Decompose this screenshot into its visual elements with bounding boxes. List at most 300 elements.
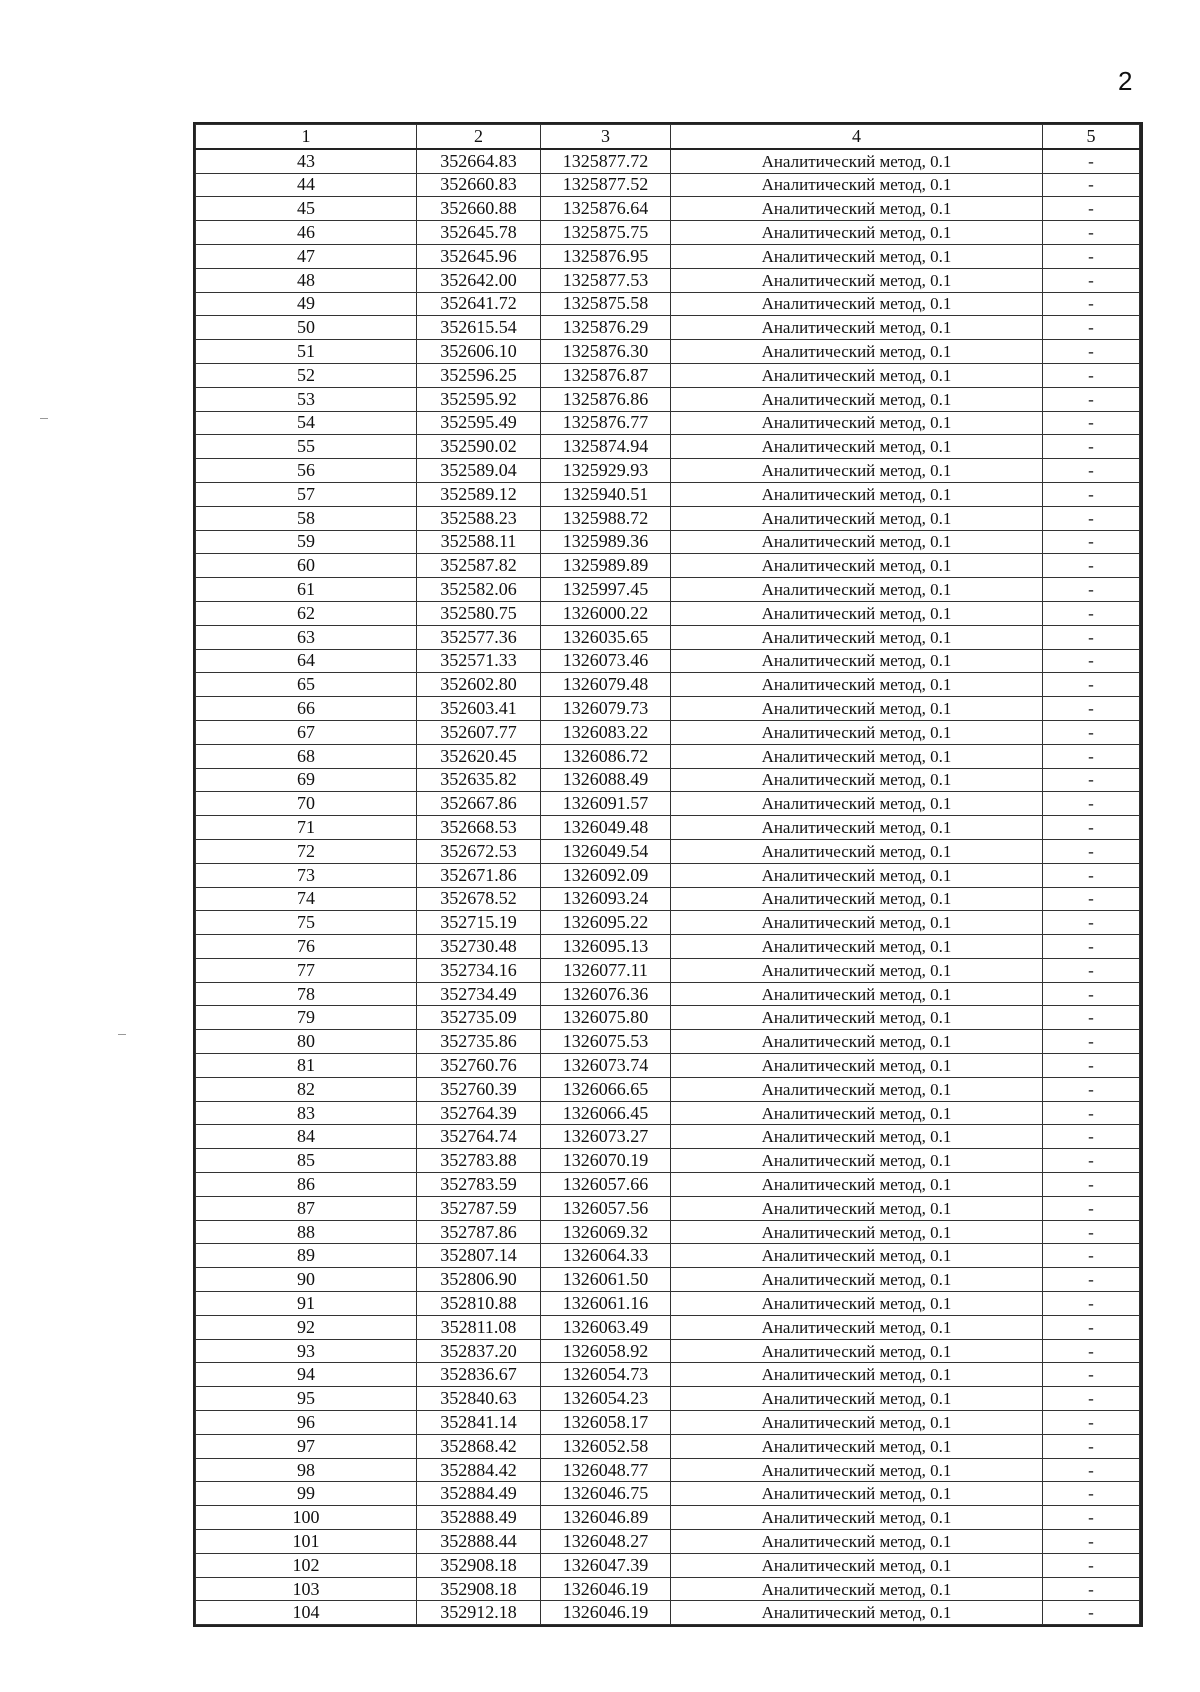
scan-mark	[40, 418, 48, 419]
cell-coord-y: 1326091.57	[541, 792, 671, 816]
table-row	[196, 1125, 1140, 1149]
cell-coord-y: 1325929.93	[541, 459, 671, 483]
cell-note: -	[1043, 1220, 1140, 1244]
cell-coord-x: 352660.83	[417, 173, 541, 197]
cell-method-accuracy: Аналитический метод, 0.1	[671, 173, 1043, 197]
table-row	[196, 816, 1140, 840]
table-row	[196, 1601, 1140, 1625]
table-row	[196, 1506, 1140, 1530]
cell-method-accuracy: Аналитический метод, 0.1	[671, 1006, 1043, 1030]
cell-coord-x: 352811.08	[417, 1315, 541, 1339]
header-col-4: 4	[671, 125, 1043, 149]
table-row	[196, 1173, 1140, 1197]
cell-point-number: 73	[196, 863, 417, 887]
table-row	[196, 244, 1140, 268]
cell-note: -	[1043, 1292, 1140, 1316]
cell-method-accuracy: Аналитический метод, 0.1	[671, 387, 1043, 411]
cell-point-number: 74	[196, 887, 417, 911]
cell-note: -	[1043, 792, 1140, 816]
cell-note: -	[1043, 530, 1140, 554]
cell-coord-x: 352912.18	[417, 1601, 541, 1625]
cell-coord-y: 1326048.77	[541, 1458, 671, 1482]
cell-coord-x: 352582.06	[417, 578, 541, 602]
cell-coord-x: 352595.92	[417, 387, 541, 411]
cell-point-number: 48	[196, 268, 417, 292]
cell-note: -	[1043, 1077, 1140, 1101]
cell-coord-x: 352590.02	[417, 435, 541, 459]
table-row	[196, 792, 1140, 816]
cell-method-accuracy: Аналитический метод, 0.1	[671, 506, 1043, 530]
cell-point-number: 68	[196, 744, 417, 768]
cell-method-accuracy: Аналитический метод, 0.1	[671, 1530, 1043, 1554]
cell-method-accuracy: Аналитический метод, 0.1	[671, 1315, 1043, 1339]
cell-method-accuracy: Аналитический метод, 0.1	[671, 221, 1043, 245]
cell-note: -	[1043, 1577, 1140, 1601]
cell-coord-x: 352641.72	[417, 292, 541, 316]
cell-note: -	[1043, 435, 1140, 459]
cell-coord-x: 352602.80	[417, 673, 541, 697]
cell-coord-x: 352787.59	[417, 1196, 541, 1220]
cell-coord-x: 352645.96	[417, 244, 541, 268]
header-row	[196, 125, 1140, 149]
cell-method-accuracy: Аналитический метод, 0.1	[671, 292, 1043, 316]
cell-note: -	[1043, 340, 1140, 364]
cell-method-accuracy: Аналитический метод, 0.1	[671, 1077, 1043, 1101]
cell-coord-y: 1326058.92	[541, 1339, 671, 1363]
cell-coord-x: 352660.88	[417, 197, 541, 221]
cell-coord-x: 352888.44	[417, 1530, 541, 1554]
cell-method-accuracy: Аналитический метод, 0.1	[671, 197, 1043, 221]
table-row	[196, 268, 1140, 292]
cell-coord-y: 1326075.80	[541, 1006, 671, 1030]
cell-coord-y: 1325989.89	[541, 554, 671, 578]
cell-coord-y: 1325876.77	[541, 411, 671, 435]
cell-method-accuracy: Аналитический метод, 0.1	[671, 411, 1043, 435]
cell-point-number: 80	[196, 1030, 417, 1054]
cell-note: -	[1043, 387, 1140, 411]
cell-point-number: 77	[196, 958, 417, 982]
cell-coord-y: 1326069.32	[541, 1220, 671, 1244]
cell-method-accuracy: Аналитический метод, 0.1	[671, 1054, 1043, 1078]
table-row	[196, 197, 1140, 221]
cell-method-accuracy: Аналитический метод, 0.1	[671, 1173, 1043, 1197]
cell-coord-x: 352787.86	[417, 1220, 541, 1244]
cell-point-number: 103	[196, 1577, 417, 1601]
cell-coord-y: 1326092.09	[541, 863, 671, 887]
cell-point-number: 88	[196, 1220, 417, 1244]
cell-note: -	[1043, 1196, 1140, 1220]
table-row	[196, 958, 1140, 982]
cell-note: -	[1043, 1125, 1140, 1149]
cell-note: -	[1043, 1458, 1140, 1482]
cell-point-number: 67	[196, 720, 417, 744]
cell-note: -	[1043, 697, 1140, 721]
cell-coord-x: 352642.00	[417, 268, 541, 292]
cell-method-accuracy: Аналитический метод, 0.1	[671, 863, 1043, 887]
cell-coord-x: 352607.77	[417, 720, 541, 744]
cell-method-accuracy: Аналитический метод, 0.1	[671, 1458, 1043, 1482]
cell-coord-x: 352588.23	[417, 506, 541, 530]
table-row	[196, 1030, 1140, 1054]
cell-method-accuracy: Аналитический метод, 0.1	[671, 649, 1043, 673]
cell-note: -	[1043, 911, 1140, 935]
cell-coord-y: 1325876.29	[541, 316, 671, 340]
cell-method-accuracy: Аналитический метод, 0.1	[671, 1101, 1043, 1125]
table-row	[196, 720, 1140, 744]
cell-method-accuracy: Аналитический метод, 0.1	[671, 792, 1043, 816]
cell-coord-x: 352868.42	[417, 1434, 541, 1458]
cell-method-accuracy: Аналитический метод, 0.1	[671, 1363, 1043, 1387]
table-row	[196, 530, 1140, 554]
cell-method-accuracy: Аналитический метод, 0.1	[671, 554, 1043, 578]
cell-point-number: 44	[196, 173, 417, 197]
cell-coord-x: 352730.48	[417, 935, 541, 959]
cell-coord-x: 352596.25	[417, 363, 541, 387]
cell-coord-y: 1326046.19	[541, 1601, 671, 1625]
cell-point-number: 86	[196, 1173, 417, 1197]
cell-point-number: 99	[196, 1482, 417, 1506]
cell-coord-x: 352671.86	[417, 863, 541, 887]
cell-coord-x: 352620.45	[417, 744, 541, 768]
cell-coord-y: 1326075.53	[541, 1030, 671, 1054]
cell-method-accuracy: Аналитический метод, 0.1	[671, 1434, 1043, 1458]
cell-method-accuracy: Аналитический метод, 0.1	[671, 887, 1043, 911]
cell-method-accuracy: Аналитический метод, 0.1	[671, 1482, 1043, 1506]
cell-coord-y: 1326086.72	[541, 744, 671, 768]
cell-method-accuracy: Аналитический метод, 0.1	[671, 1125, 1043, 1149]
cell-method-accuracy: Аналитический метод, 0.1	[671, 244, 1043, 268]
cell-coord-x: 352667.86	[417, 792, 541, 816]
cell-method-accuracy: Аналитический метод, 0.1	[671, 149, 1043, 173]
cell-coord-y: 1326079.73	[541, 697, 671, 721]
cell-coord-x: 352884.42	[417, 1458, 541, 1482]
cell-note: -	[1043, 1315, 1140, 1339]
cell-point-number: 94	[196, 1363, 417, 1387]
table-row	[196, 1434, 1140, 1458]
cell-coord-x: 352908.18	[417, 1577, 541, 1601]
cell-point-number: 46	[196, 221, 417, 245]
cell-coord-y: 1326073.27	[541, 1125, 671, 1149]
cell-coord-x: 352577.36	[417, 625, 541, 649]
cell-method-accuracy: Аналитический метод, 0.1	[671, 268, 1043, 292]
cell-coord-y: 1325997.45	[541, 578, 671, 602]
cell-coord-x: 352588.11	[417, 530, 541, 554]
cell-note: -	[1043, 1030, 1140, 1054]
cell-coord-x: 352840.63	[417, 1387, 541, 1411]
cell-coord-y: 1326000.22	[541, 601, 671, 625]
cell-method-accuracy: Аналитический метод, 0.1	[671, 459, 1043, 483]
cell-coord-x: 352580.75	[417, 601, 541, 625]
cell-coord-y: 1325875.58	[541, 292, 671, 316]
coordinates-table-frame	[193, 122, 1143, 1627]
table-row	[196, 387, 1140, 411]
header-col-1: 1	[196, 125, 417, 149]
header-col-2: 2	[417, 125, 541, 149]
cell-method-accuracy: Аналитический метод, 0.1	[671, 1601, 1043, 1625]
cell-coord-y: 1326070.19	[541, 1149, 671, 1173]
cell-point-number: 71	[196, 816, 417, 840]
cell-coord-y: 1326095.13	[541, 935, 671, 959]
cell-coord-y: 1326057.56	[541, 1196, 671, 1220]
cell-coord-y: 1325875.75	[541, 221, 671, 245]
table-row	[196, 1054, 1140, 1078]
table-row	[196, 149, 1140, 173]
cell-method-accuracy: Аналитический метод, 0.1	[671, 363, 1043, 387]
table-row	[196, 649, 1140, 673]
cell-coord-y: 1326049.48	[541, 816, 671, 840]
cell-coord-y: 1325877.72	[541, 149, 671, 173]
cell-coord-y: 1326083.22	[541, 720, 671, 744]
cell-coord-x: 352589.04	[417, 459, 541, 483]
cell-note: -	[1043, 149, 1140, 173]
cell-coord-y: 1325940.51	[541, 482, 671, 506]
cell-coord-x: 352715.19	[417, 911, 541, 935]
table-row	[196, 744, 1140, 768]
table-row	[196, 1458, 1140, 1482]
cell-note: -	[1043, 1506, 1140, 1530]
cell-point-number: 65	[196, 673, 417, 697]
table-row	[196, 1363, 1140, 1387]
cell-coord-x: 352806.90	[417, 1268, 541, 1292]
cell-note: -	[1043, 1363, 1140, 1387]
cell-coord-y: 1326058.17	[541, 1411, 671, 1435]
cell-coord-x: 352735.09	[417, 1006, 541, 1030]
page-number: 2	[1118, 66, 1133, 96]
cell-coord-y: 1325876.87	[541, 363, 671, 387]
table-row	[196, 1149, 1140, 1173]
cell-point-number: 52	[196, 363, 417, 387]
table-row	[196, 482, 1140, 506]
cell-coord-y: 1326077.11	[541, 958, 671, 982]
table-row	[196, 173, 1140, 197]
cell-note: -	[1043, 363, 1140, 387]
cell-point-number: 66	[196, 697, 417, 721]
cell-point-number: 81	[196, 1054, 417, 1078]
cell-method-accuracy: Аналитический метод, 0.1	[671, 601, 1043, 625]
cell-coord-y: 1325874.94	[541, 435, 671, 459]
cell-coord-y: 1326046.19	[541, 1577, 671, 1601]
cell-coord-x: 352595.49	[417, 411, 541, 435]
cell-coord-y: 1325876.86	[541, 387, 671, 411]
cell-coord-x: 352615.54	[417, 316, 541, 340]
cell-point-number: 89	[196, 1244, 417, 1268]
coordinates-table	[195, 124, 1140, 1625]
cell-point-number: 62	[196, 601, 417, 625]
cell-method-accuracy: Аналитический метод, 0.1	[671, 1339, 1043, 1363]
cell-coord-x: 352734.49	[417, 982, 541, 1006]
table-row	[196, 435, 1140, 459]
table-row	[196, 221, 1140, 245]
cell-point-number: 102	[196, 1553, 417, 1577]
cell-method-accuracy: Аналитический метод, 0.1	[671, 911, 1043, 935]
cell-coord-x: 352908.18	[417, 1553, 541, 1577]
table-row	[196, 935, 1140, 959]
cell-coord-y: 1326054.73	[541, 1363, 671, 1387]
table-row	[196, 554, 1140, 578]
cell-coord-y: 1326057.66	[541, 1173, 671, 1197]
cell-coord-x: 352807.14	[417, 1244, 541, 1268]
cell-method-accuracy: Аналитический метод, 0.1	[671, 935, 1043, 959]
cell-coord-x: 352672.53	[417, 839, 541, 863]
cell-coord-y: 1326079.48	[541, 673, 671, 697]
cell-point-number: 91	[196, 1292, 417, 1316]
cell-coord-x: 352735.86	[417, 1030, 541, 1054]
cell-method-accuracy: Аналитический метод, 0.1	[671, 744, 1043, 768]
cell-note: -	[1043, 816, 1140, 840]
cell-point-number: 49	[196, 292, 417, 316]
cell-method-accuracy: Аналитический метод, 0.1	[671, 1553, 1043, 1577]
table-row	[196, 863, 1140, 887]
cell-method-accuracy: Аналитический метод, 0.1	[671, 625, 1043, 649]
cell-coord-x: 352589.12	[417, 482, 541, 506]
table-row	[196, 1482, 1140, 1506]
cell-note: -	[1043, 1054, 1140, 1078]
cell-coord-x: 352764.74	[417, 1125, 541, 1149]
cell-note: -	[1043, 459, 1140, 483]
table-row	[196, 1292, 1140, 1316]
table-row	[196, 506, 1140, 530]
cell-note: -	[1043, 720, 1140, 744]
cell-note: -	[1043, 1149, 1140, 1173]
cell-point-number: 72	[196, 839, 417, 863]
cell-coord-y: 1326066.45	[541, 1101, 671, 1125]
cell-coord-y: 1326066.65	[541, 1077, 671, 1101]
table-row	[196, 363, 1140, 387]
cell-method-accuracy: Аналитический метод, 0.1	[671, 1268, 1043, 1292]
cell-note: -	[1043, 554, 1140, 578]
cell-point-number: 79	[196, 1006, 417, 1030]
cell-note: -	[1043, 768, 1140, 792]
cell-coord-x: 352571.33	[417, 649, 541, 673]
cell-point-number: 100	[196, 1506, 417, 1530]
cell-coord-x: 352837.20	[417, 1339, 541, 1363]
table-row	[196, 601, 1140, 625]
cell-coord-x: 352836.67	[417, 1363, 541, 1387]
table-row	[196, 1220, 1140, 1244]
cell-note: -	[1043, 221, 1140, 245]
cell-point-number: 82	[196, 1077, 417, 1101]
cell-point-number: 93	[196, 1339, 417, 1363]
cell-point-number: 55	[196, 435, 417, 459]
table-row	[196, 578, 1140, 602]
table-row	[196, 1244, 1140, 1268]
cell-coord-y: 1326047.39	[541, 1553, 671, 1577]
cell-note: -	[1043, 673, 1140, 697]
cell-coord-x: 352587.82	[417, 554, 541, 578]
table-header	[196, 125, 1140, 149]
table-row	[196, 1077, 1140, 1101]
cell-method-accuracy: Аналитический метод, 0.1	[671, 1577, 1043, 1601]
cell-point-number: 51	[196, 340, 417, 364]
cell-coord-y: 1325877.52	[541, 173, 671, 197]
cell-note: -	[1043, 744, 1140, 768]
cell-note: -	[1043, 1173, 1140, 1197]
cell-coord-y: 1326093.24	[541, 887, 671, 911]
cell-note: -	[1043, 1530, 1140, 1554]
cell-note: -	[1043, 1553, 1140, 1577]
cell-method-accuracy: Аналитический метод, 0.1	[671, 982, 1043, 1006]
cell-note: -	[1043, 197, 1140, 221]
cell-coord-x: 352635.82	[417, 768, 541, 792]
table-row	[196, 340, 1140, 364]
cell-coord-x: 352606.10	[417, 340, 541, 364]
cell-method-accuracy: Аналитический метод, 0.1	[671, 1196, 1043, 1220]
cell-point-number: 54	[196, 411, 417, 435]
cell-coord-y: 1326095.22	[541, 911, 671, 935]
cell-coord-x: 352810.88	[417, 1292, 541, 1316]
cell-note: -	[1043, 244, 1140, 268]
cell-point-number: 58	[196, 506, 417, 530]
cell-point-number: 56	[196, 459, 417, 483]
cell-method-accuracy: Аналитический метод, 0.1	[671, 1030, 1043, 1054]
cell-point-number: 50	[196, 316, 417, 340]
table-row	[196, 1530, 1140, 1554]
cell-note: -	[1043, 292, 1140, 316]
cell-point-number: 57	[196, 482, 417, 506]
cell-method-accuracy: Аналитический метод, 0.1	[671, 673, 1043, 697]
cell-point-number: 75	[196, 911, 417, 935]
cell-coord-x: 352783.59	[417, 1173, 541, 1197]
cell-point-number: 101	[196, 1530, 417, 1554]
cell-point-number: 98	[196, 1458, 417, 1482]
cell-coord-x: 352888.49	[417, 1506, 541, 1530]
table-row	[196, 911, 1140, 935]
cell-point-number: 83	[196, 1101, 417, 1125]
cell-point-number: 64	[196, 649, 417, 673]
table-row	[196, 625, 1140, 649]
cell-point-number: 76	[196, 935, 417, 959]
cell-method-accuracy: Аналитический метод, 0.1	[671, 958, 1043, 982]
cell-point-number: 59	[196, 530, 417, 554]
cell-coord-x: 352668.53	[417, 816, 541, 840]
cell-coord-y: 1326064.33	[541, 1244, 671, 1268]
table-row	[196, 982, 1140, 1006]
table-row	[196, 1411, 1140, 1435]
cell-note: -	[1043, 935, 1140, 959]
cell-coord-y: 1326035.65	[541, 625, 671, 649]
cell-note: -	[1043, 1101, 1140, 1125]
cell-note: -	[1043, 1482, 1140, 1506]
cell-method-accuracy: Аналитический метод, 0.1	[671, 697, 1043, 721]
cell-note: -	[1043, 1268, 1140, 1292]
table-row	[196, 839, 1140, 863]
cell-point-number: 70	[196, 792, 417, 816]
cell-point-number: 78	[196, 982, 417, 1006]
cell-coord-x: 352645.78	[417, 221, 541, 245]
cell-method-accuracy: Аналитический метод, 0.1	[671, 1292, 1043, 1316]
cell-point-number: 104	[196, 1601, 417, 1625]
cell-method-accuracy: Аналитический метод, 0.1	[671, 482, 1043, 506]
table-row	[196, 1315, 1140, 1339]
cell-coord-y: 1326046.75	[541, 1482, 671, 1506]
cell-note: -	[1043, 1006, 1140, 1030]
cell-note: -	[1043, 316, 1140, 340]
cell-method-accuracy: Аналитический метод, 0.1	[671, 720, 1043, 744]
cell-coord-y: 1326063.49	[541, 1315, 671, 1339]
cell-coord-x: 352664.83	[417, 149, 541, 173]
cell-coord-y: 1326076.36	[541, 982, 671, 1006]
cell-point-number: 87	[196, 1196, 417, 1220]
cell-point-number: 53	[196, 387, 417, 411]
cell-coord-y: 1326049.54	[541, 839, 671, 863]
header-col-5: 5	[1043, 125, 1140, 149]
cell-point-number: 97	[196, 1434, 417, 1458]
cell-note: -	[1043, 1411, 1140, 1435]
cell-point-number: 96	[196, 1411, 417, 1435]
cell-coord-y: 1325989.36	[541, 530, 671, 554]
cell-note: -	[1043, 887, 1140, 911]
cell-coord-y: 1325877.53	[541, 268, 671, 292]
